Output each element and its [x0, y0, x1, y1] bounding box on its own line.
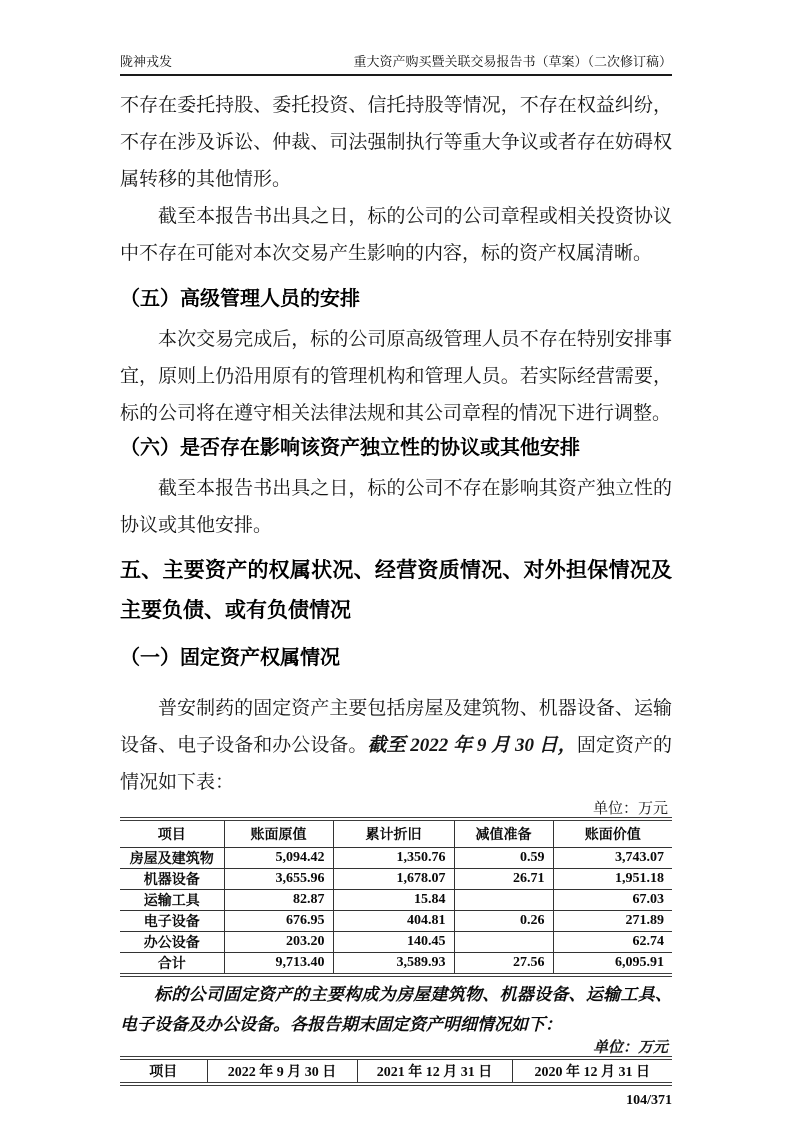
paragraph-fixed-assets-intro: [120, 690, 672, 801]
row-label: 办公设备: [120, 931, 224, 952]
cell-value: 1,951.18: [553, 868, 672, 889]
column-header: 账面价值: [553, 819, 672, 847]
table-row: [120, 868, 672, 889]
table-row: [120, 910, 672, 931]
cell-value: 5,094.42: [224, 847, 333, 868]
column-header: 项目: [120, 1058, 207, 1084]
column-header: 项目: [120, 819, 224, 847]
cell-value: 140.45: [333, 931, 454, 952]
heading-section-6: （六）是否存在影响该资产独立性的协议或其他安排: [120, 437, 580, 459]
cell-value: 62.74: [553, 931, 672, 952]
page-number: 104/371: [626, 1092, 672, 1108]
cell-value: [454, 889, 553, 910]
cell-value: [454, 931, 553, 952]
paragraph-management: 本次交易完成后，标的公司原高级管理人员不存在特别安排事宜，原则上仍沿用原有的管理机构和管理人员。若实际经营需要，标的公司将在遵守相关法律法规和其公司章程的情况下进行调整。: [120, 329, 672, 424]
cell-value: 1,350.76: [333, 847, 454, 868]
cell-value: 3,589.93: [333, 952, 454, 975]
column-header: 减值准备: [454, 819, 553, 847]
table-header-row: [120, 819, 672, 847]
row-label: 机器设备: [120, 868, 224, 889]
running-header: [120, 0, 672, 76]
row-label: 合计: [120, 952, 224, 975]
fixed-assets-table: [120, 817, 672, 977]
header-document-title: 重大资产购买暨关联交易报告书（草案）（二次修订稿）: [353, 54, 672, 69]
row-label: 电子设备: [120, 910, 224, 931]
unit-label-table1: 单位：万元: [592, 801, 668, 817]
column-header: 2022 年 9 月 30 日: [207, 1058, 357, 1084]
cell-value: 1,678.07: [333, 868, 454, 889]
column-header: 账面原值: [224, 819, 333, 847]
cell-value: 271.89: [553, 910, 672, 931]
column-header: 累计折旧: [333, 819, 454, 847]
column-header: 2020 年 12 月 31 日: [512, 1058, 672, 1084]
table-row: [120, 931, 672, 952]
cell-value: 15.84: [333, 889, 454, 910]
cell-value: 6,095.91: [553, 952, 672, 975]
row-label: 房屋及建筑物: [120, 847, 224, 868]
unit-label-table2: 单位：万元: [592, 1039, 668, 1056]
cell-value: 3,743.07: [553, 847, 672, 868]
fixed-assets-date-text: 截至 2022 年 9 月 30 日，: [367, 735, 577, 756]
paragraph-carryover: 不存在委托持股、委托投资、信托持股等情况，不存在权益纠纷，不存在涉及诉讼、仲裁、司法强制执行等重大争议或者存在妨碍权属转移的其他情形。: [120, 95, 672, 190]
heading-section-5: （五）高级管理人员的安排: [120, 288, 360, 310]
cell-value: 27.56: [454, 952, 553, 975]
heading-chapter-5: 五、主要资产的权属状况、经营资质情况、对外担保情况及主要负债、或有负债情况: [120, 559, 672, 622]
table-total-row: [120, 952, 672, 975]
paragraph-charter: 截至本报告书出具之日，标的公司的公司章程或相关投资协议中不存在可能对本次交易产生影响的内容，标的资产权属清晰。: [120, 206, 672, 264]
table-row: [120, 847, 672, 868]
table-row: [120, 889, 672, 910]
period-detail-table: [120, 1056, 672, 1086]
cell-value: 9,713.40: [224, 952, 333, 975]
page-content: [120, 0, 672, 1110]
heading-subsection-1: （一）固定资产权属情况: [120, 647, 340, 669]
table-header-row: [120, 1058, 672, 1084]
cell-value: 0.59: [454, 847, 553, 868]
cell-value: 82.87: [224, 889, 333, 910]
cell-value: 676.95: [224, 910, 333, 931]
cell-value: 203.20: [224, 931, 333, 952]
row-label: 运输工具: [120, 889, 224, 910]
cell-value: 26.71: [454, 868, 553, 889]
paragraph-composition: 标的公司固定资产的主要构成为房屋建筑物、机器设备、运输工具、电子设备及办公设备。各报告期末固定资产明细情况如下：: [120, 984, 672, 1034]
fixed-assets-lead-text: 普安制药的固定资产主要包括房屋及建筑物、机器设备、运输设备、电子设备和办公设备。: [120, 698, 672, 756]
cell-value: 3,655.96: [224, 868, 333, 889]
fixed-assets-tail-text: 固定资产的情况如下表：: [120, 735, 672, 793]
column-header: 2021 年 12 月 31 日: [357, 1058, 512, 1084]
paragraph-independence: 截至本报告书出具之日，标的公司不存在影响其资产独立性的协议或其他安排。: [120, 478, 672, 536]
cell-value: 0.26: [454, 910, 553, 931]
cell-value: 67.03: [553, 889, 672, 910]
header-company-name: 陇神戎发: [120, 54, 173, 69]
cell-value: 404.81: [333, 910, 454, 931]
